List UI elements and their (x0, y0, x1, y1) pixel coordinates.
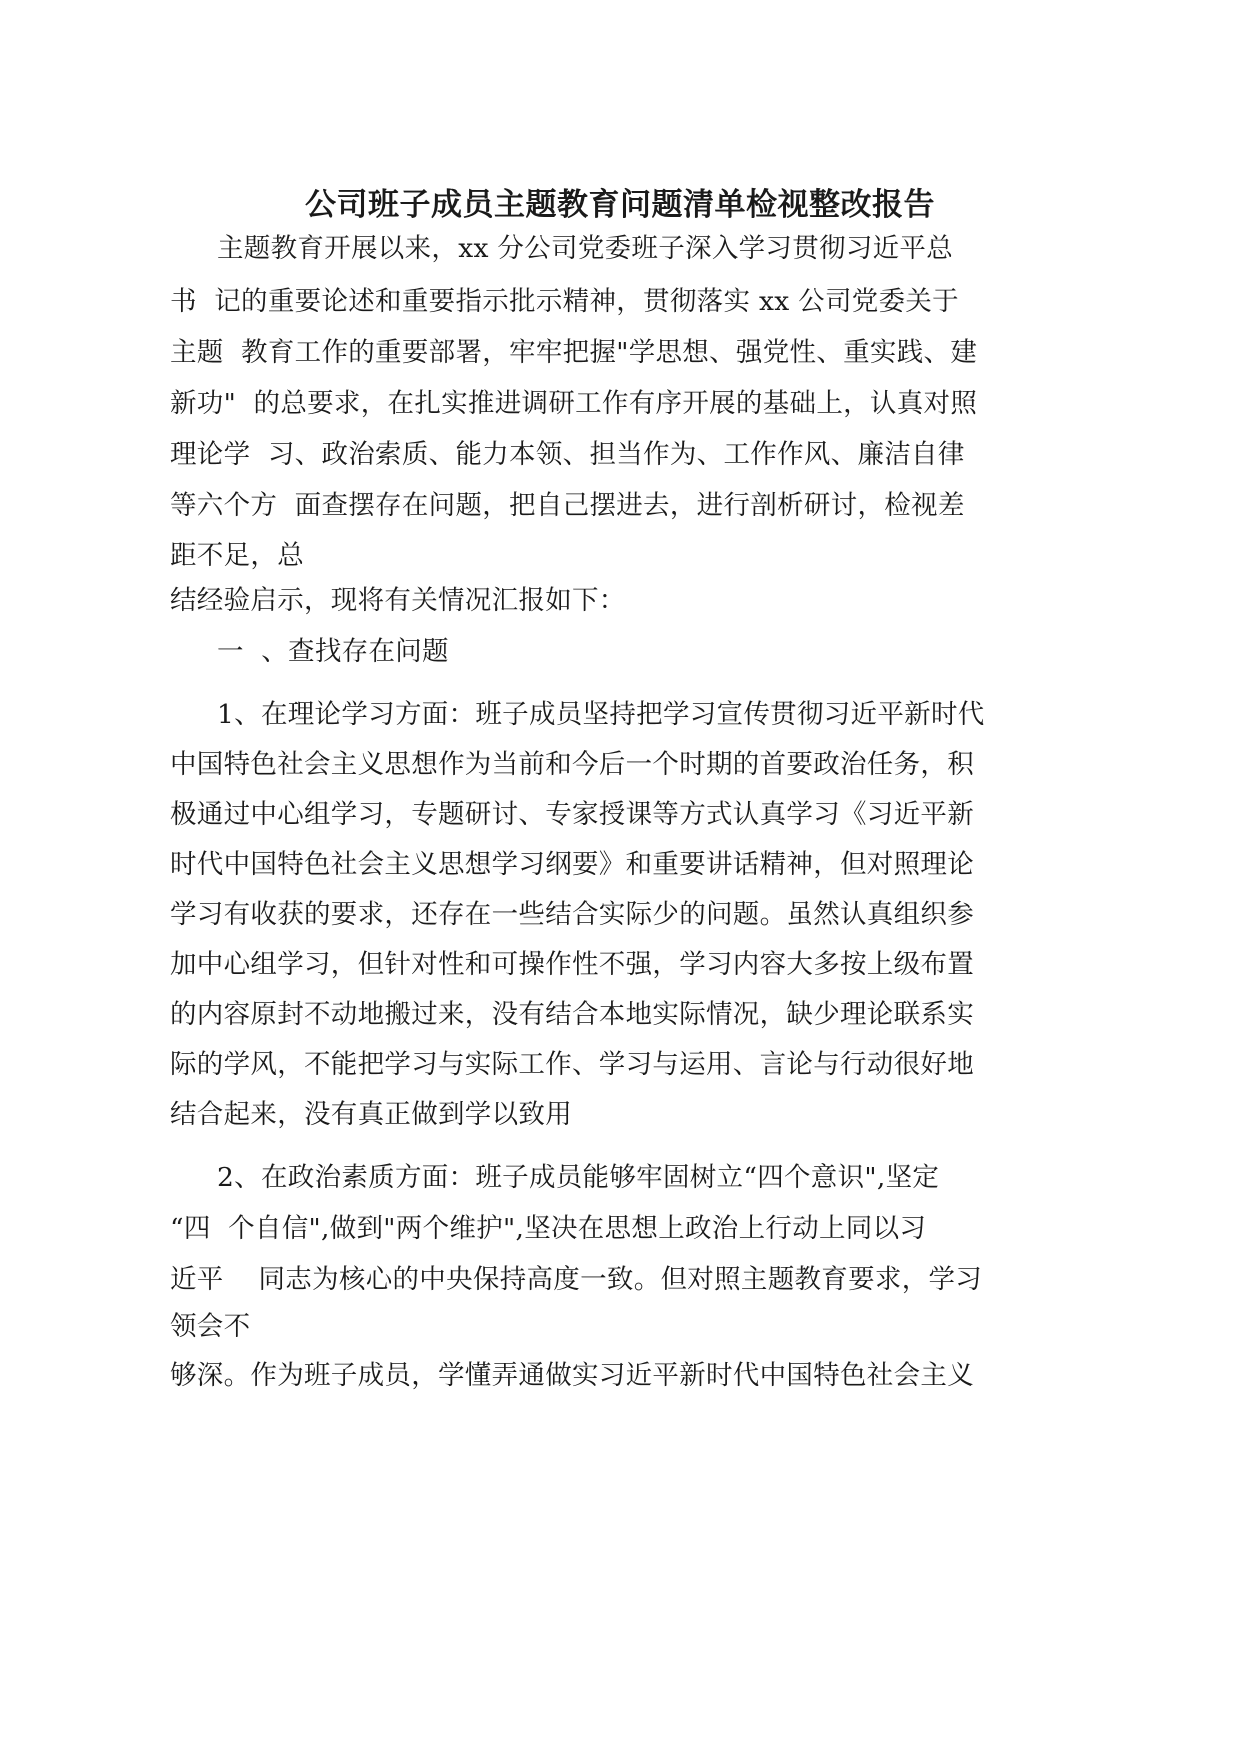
paragraph-line: 中国特色社会主义思想作为当前和今后一个时期的首要政治任务，积 (170, 749, 974, 780)
paragraph-line: 新功" 的总要求，在扎实推进调研工作有序开展的基础上，认真对照 (170, 388, 978, 419)
paragraph-line: 书 记的重要论述和重要指示批示精神，贯彻落实 xx 公司党委关于 (170, 286, 959, 317)
paragraph-line: 2、在政治素质方面：班子成员能够牢固树立“四个意识",坚定 (217, 1162, 940, 1193)
paragraph-line: 时代中国特色社会主义思想学习纲要》和重要讲话精神，但对照理论 (170, 849, 974, 880)
paragraph-line: 极通过中心组学习，专题研讨、专家授课等方式认真学习《习近平新 (170, 799, 974, 830)
paragraph-line: 够深。作为班子成员，学懂弄通做实习近平新时代中国特色社会主义 (170, 1360, 974, 1391)
paragraph-line: 际的学风，不能把学习与实际工作、学习与运用、言论与行动很好地 (170, 1049, 974, 1080)
paragraph-line: 1、在理论学习方面：班子成员坚持把学习宣传贯彻习近平新时代 (217, 699, 985, 730)
paragraph-line: 结合起来，没有真正做到学以致用 (170, 1099, 572, 1130)
paragraph-line: 距不足，总 (170, 540, 304, 571)
paragraph-line: 学习有收获的要求，还存在一些结合实际少的问题。虽然认真组织参 (170, 899, 974, 930)
document-title: 公司班子成员主题教育问题清单检视整改报告 (305, 187, 935, 223)
paragraph-line: 近平 同志为核心的中央保持高度一致。但对照主题教育要求，学习 (170, 1264, 983, 1295)
paragraph-line: 主题 教育工作的重要部署，牢牢把握"学思想、强党性、重实践、建 (170, 337, 978, 368)
paragraph-line: 理论学 习、政治索质、能力本领、担当作为、工作作风、廉洁自律 (170, 439, 965, 470)
paragraph-line: 结经验启示，现将有关情况汇报如下： (170, 585, 626, 616)
paragraph-line: “四 个自信",做到"两个维护",坚决在思想上政治上行动上同以习 (170, 1213, 927, 1244)
paragraph-line: 等六个方 面查摆存在问题，把自己摆进去，进行剖析研讨，检视差 (170, 490, 965, 521)
paragraph-line: 加中心组学习，但针对性和可操作性不强，学习内容大多按上级布置 (170, 949, 974, 980)
paragraph-line: 领会不 (170, 1311, 251, 1342)
paragraph-line: 的内容原封不动地搬过来，没有结合本地实际情况，缺少理论联系实 (170, 999, 974, 1030)
paragraph-line: 主题教育开展以来，xx 分公司党委班子深入学习贯彻习近平总 (217, 233, 954, 264)
section-heading: 一 、查找存在问题 (217, 636, 449, 667)
